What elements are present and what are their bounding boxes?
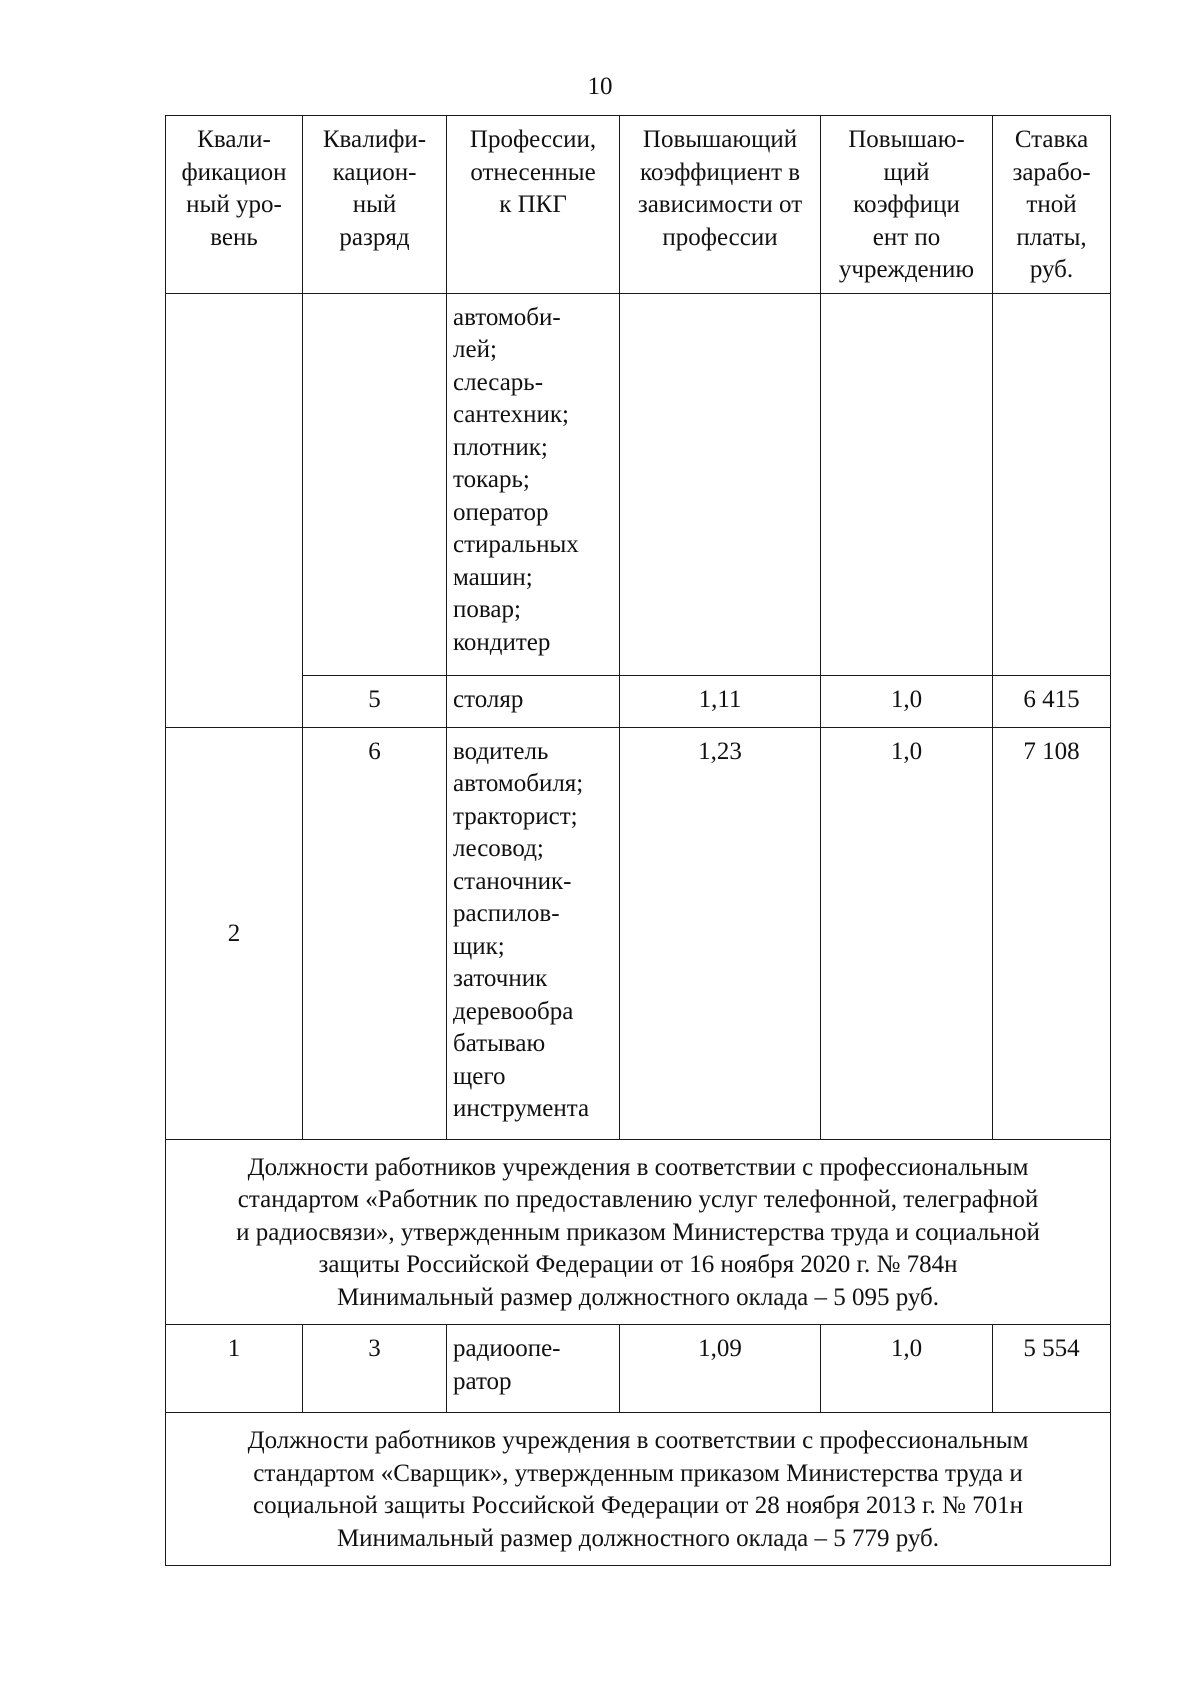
cell-level: 2 (166, 727, 303, 1139)
cell-coef-institution: 1,0 (821, 727, 993, 1139)
table-row (166, 675, 1111, 727)
header-qualification-rank: Квалифи- кацион- ный разряд (303, 116, 447, 294)
page-number: 10 (587, 73, 613, 100)
cell-profession: радиоопе- ратор (447, 1325, 620, 1413)
cell-level: 1 (166, 1325, 303, 1413)
header-coef-institution: Повышаю- щий коэффици ент по учреждению (821, 116, 993, 294)
cell-coef-profession: 1,23 (620, 727, 821, 1139)
cell-rate: 6 415 (993, 675, 1111, 727)
cell-profession: столяр (447, 675, 620, 727)
header-qualification-level: Квали- фикацион ный уро- вень (166, 116, 303, 294)
cell-rank: 5 (303, 675, 447, 727)
cell-rate: 5 554 (993, 1325, 1111, 1413)
cell-coef-institution: 1,0 (821, 675, 993, 727)
header-coef-profession: Повышающий коэффициент в зависимости от профессии (620, 116, 821, 294)
cell-professions: водитель автомобиля; тракторист; лесовод; станочник- распилов- щик; заточник деревообра батываю щего инструмента (447, 727, 620, 1139)
table-row (166, 293, 1111, 675)
table-row (166, 727, 1111, 1139)
section-heading-telecom: Должности работников учреждения в соответствии с профессиональным стандартом «Работник по предоставлению услуг телефонной, телеграфной и радиосвязи», утвержденным приказом Министерства труда и социальной защиты Российской Федерации от 16 ноября 2020 г. № 784н Минимальный размер должностного оклада – 5 095 руб. (166, 1139, 1111, 1325)
cell-coef-institution-empty (821, 293, 993, 675)
cell-rate: 7 108 (993, 727, 1111, 1139)
cell-rank: 6 (303, 727, 447, 1139)
section-heading-welder: Должности работников учреждения в соответствии с профессиональным стандартом «Сварщик», утвержденным приказом Министерства труда и социальной защиты Российской Федерации от 28 ноября 2013 г. № 701н Минимальный размер должностного оклада – 5 779 руб. (166, 1413, 1111, 1566)
table-header-row (166, 116, 1111, 294)
section-row-welder (166, 1413, 1111, 1566)
cell-coef-profession: 1,11 (620, 675, 821, 727)
cell-level-empty (166, 293, 303, 727)
header-professions: Профессии, отнесенные к ПКГ (447, 116, 620, 294)
section-row-telecom (166, 1139, 1111, 1325)
header-salary-rate: Ставка зарабо- тной платы, руб. (993, 116, 1111, 294)
cell-rate-empty (993, 293, 1111, 675)
cell-coef-institution: 1,0 (821, 1325, 993, 1413)
cell-professions-continued: автомоби- лей; слесарь- сантехник; плотник; токарь; оператор стиральных машин; повар; кондитер (447, 293, 620, 675)
table-row (166, 1325, 1111, 1413)
cell-coef-profession: 1,09 (620, 1325, 821, 1413)
cell-coef-profession-empty (620, 293, 821, 675)
cell-rank-empty (303, 293, 447, 675)
cell-rank: 3 (303, 1325, 447, 1413)
salary-table (165, 115, 1111, 1566)
